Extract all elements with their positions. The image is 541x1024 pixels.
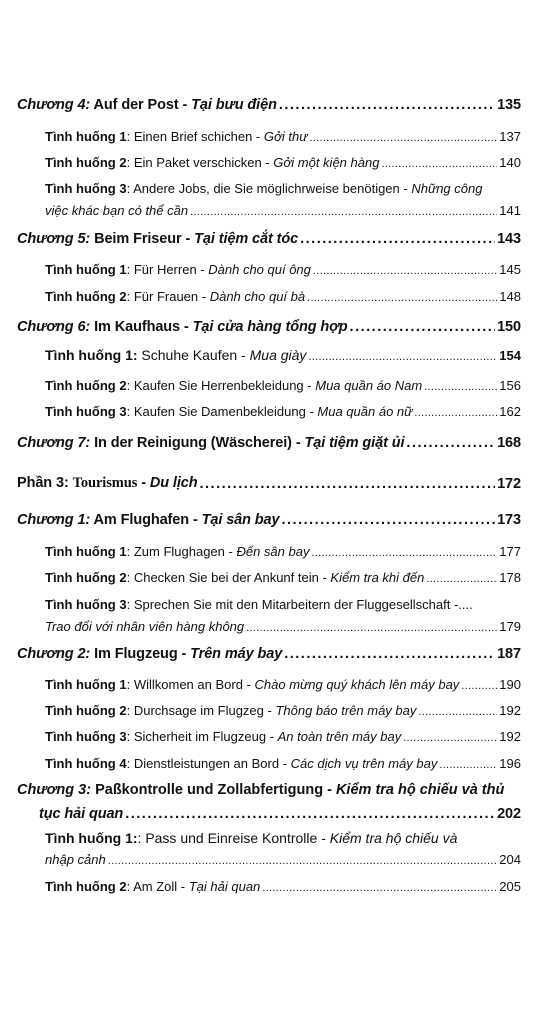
entry-title: [45, 570, 424, 585]
dot-leader: [311, 547, 497, 559]
page-number: 192: [499, 703, 521, 718]
vietnamese-title: Gởi một kiện hàng: [273, 155, 380, 170]
german-title: Beim Friseur: [94, 231, 182, 247]
page-number: 156: [499, 378, 521, 393]
chapter-entry[interactable]: [17, 512, 521, 528]
page-number: 190: [499, 677, 521, 692]
title-separator: -: [237, 347, 250, 363]
entry-title: [45, 677, 459, 692]
dot-leader: [418, 706, 497, 718]
entry-title: [17, 231, 298, 247]
dot-leader: [350, 319, 496, 335]
title-separator: -: [291, 435, 305, 451]
section-entry[interactable]: [45, 830, 457, 846]
page-number: 177: [499, 544, 521, 559]
page-number: 150: [497, 319, 521, 335]
section-label: Tình huống 2: [45, 570, 127, 585]
german-title: Auf der Post: [93, 97, 179, 113]
entry-title: [17, 475, 198, 492]
page-number: 162: [499, 404, 521, 419]
title-separator: -: [178, 97, 192, 113]
section-entry[interactable]: [45, 129, 521, 144]
title-separator: -: [242, 677, 255, 692]
section-label: Tình huống 1: [45, 544, 127, 559]
vietnamese-title: Tại tiệm cắt tóc: [194, 231, 299, 247]
entry-title: [45, 404, 412, 419]
german-title: Sicherheit im Flugzeug: [133, 729, 267, 744]
chapter-entry[interactable]: [17, 231, 521, 247]
chapter-entry[interactable]: [17, 319, 521, 335]
dot-leader: [406, 435, 495, 451]
chapter-label: Chương 5:: [17, 231, 91, 247]
german-title: Ein Paket verschicken: [133, 155, 262, 170]
vietnamese-title: Tại hải quan: [188, 879, 261, 894]
separator: :: [126, 155, 134, 170]
vietnamese-title: Tại sân bay: [201, 512, 280, 528]
chapter-entry[interactable]: [17, 97, 521, 113]
vietnamese-title: Mua quần áo nữ: [317, 404, 413, 419]
page-number: 173: [497, 512, 521, 528]
separator: :: [137, 830, 146, 846]
entry-title: [17, 512, 280, 528]
dot-leader: [125, 806, 495, 822]
page-number: 192: [499, 729, 521, 744]
title-separator: -: [323, 782, 336, 798]
title-separator: -: [177, 646, 191, 662]
vietnamese-title: Tại bưu điện: [191, 97, 277, 113]
dot-leader: [439, 759, 497, 771]
section-entry[interactable]: [45, 262, 521, 277]
chapter-label: Chương 4:: [17, 97, 91, 113]
dot-leader: [414, 407, 497, 419]
entry-title: [17, 97, 277, 113]
title-separator: -: [198, 289, 210, 304]
section-label: Tình huống 1:: [45, 830, 138, 846]
vietnamese-title: Kiểm tra khi đến: [330, 570, 425, 585]
dot-leader: [308, 351, 497, 363]
dot-leader: [309, 132, 497, 144]
vietnamese-title: Chào mừng quý khách lên máy bay: [254, 677, 460, 692]
entry-title: [45, 703, 416, 718]
german-title: Tourismus: [72, 475, 138, 491]
separator: :: [126, 262, 134, 277]
dot-leader: [190, 206, 497, 218]
entry-title: [45, 347, 306, 363]
page-number: 178: [499, 570, 521, 585]
separator: :: [126, 129, 134, 144]
page-number: 143: [497, 231, 521, 247]
title-separator: -....: [450, 597, 473, 612]
part-entry[interactable]: [17, 475, 521, 492]
title-separator: -: [177, 879, 189, 894]
page-number: 148: [499, 289, 521, 304]
section-label: Tình huống 3: [45, 729, 127, 744]
section-entry[interactable]: [45, 155, 521, 170]
title-separator: -: [181, 231, 195, 247]
dot-leader: [307, 292, 497, 304]
page-number: 141: [499, 203, 521, 218]
german-title: Schuhe Kaufen: [141, 347, 238, 363]
german-title: Dienstleistungen an Bord: [133, 756, 280, 771]
page-number: 204: [499, 852, 521, 867]
dot-leader: [424, 381, 497, 393]
section-entry[interactable]: [45, 289, 521, 304]
section-label: Tình huống 2: [45, 879, 127, 894]
section-label: Tình huống 3: [45, 181, 127, 196]
entry-title: [17, 435, 404, 451]
german-title: Paßkontrolle und Zollabfertigung: [95, 782, 324, 798]
title-separator: -: [317, 830, 330, 846]
vietnamese-title: Trên máy bay: [190, 646, 283, 662]
title-separator: -: [252, 129, 264, 144]
german-title: Am Zoll: [133, 879, 178, 894]
title-separator: -: [305, 404, 318, 419]
title-separator: -: [263, 703, 276, 718]
vietnamese-title: Gởi thư: [263, 129, 308, 144]
german-title: Pass und Einreise Kontrolle: [145, 830, 318, 846]
separator: :: [126, 404, 134, 419]
separator: :: [126, 570, 134, 585]
chapter-label: Chương 3:: [17, 782, 92, 798]
separator: :: [126, 289, 134, 304]
vietnamese-title-cont: Trao đổi với nhân viên hàng không: [45, 619, 245, 634]
dot-leader: [279, 97, 495, 113]
title-separator: -: [189, 512, 202, 528]
vietnamese-title-cont: tục hải quan: [39, 806, 124, 822]
title-separator: -: [137, 475, 150, 491]
vietnamese-title: Dành cho quí ông: [208, 262, 311, 277]
german-title: Am Flughafen: [93, 512, 190, 528]
title-separator: -: [279, 756, 291, 771]
vietnamese-title: Đến sân bay: [236, 544, 310, 559]
page-number: 202: [497, 806, 521, 822]
section-entry[interactable]: [45, 703, 521, 718]
section-entry[interactable]: [45, 597, 473, 612]
dot-leader: [313, 265, 497, 277]
separator: :: [126, 677, 134, 692]
page-number: 135: [497, 97, 521, 113]
section-entry[interactable]: [45, 181, 482, 196]
chapter-entry[interactable]: [17, 782, 504, 798]
separator: :: [126, 756, 134, 771]
title-separator: -: [224, 544, 237, 559]
dot-leader: [426, 573, 497, 585]
page-number: 140: [499, 155, 521, 170]
page-number: 196: [499, 756, 521, 771]
dot-leader: [108, 855, 498, 867]
vietnamese-title: Kiểm tra hộ chiếu và thủ: [335, 782, 505, 798]
entry-title: [45, 262, 311, 277]
separator: :: [126, 703, 134, 718]
entry-continuation[interactable]: [45, 203, 521, 218]
vietnamese-title: Các dịch vụ trên máy bay: [290, 756, 438, 771]
dot-leader: [246, 622, 497, 634]
dot-leader: [284, 646, 495, 662]
dot-leader: [262, 882, 497, 894]
vietnamese-title: An toàn trên máy bay: [277, 729, 402, 744]
separator: :: [126, 729, 134, 744]
page-number: 154: [499, 348, 521, 363]
entry-title: [17, 646, 282, 662]
vietnamese-title: Thông báo trên máy bay: [275, 703, 417, 718]
vietnamese-title: Tại cửa hàng tổng hợp: [192, 319, 348, 335]
vietnamese-title-cont: việc khác bạn có thể cần: [45, 203, 189, 218]
title-separator: -: [399, 181, 412, 196]
section-label: Tình huống 1: [45, 677, 127, 692]
vietnamese-title: Tại tiệm giặt ủi: [304, 435, 405, 451]
entry-continuation[interactable]: [45, 852, 521, 867]
section-entry[interactable]: [45, 677, 521, 692]
separator: :: [126, 544, 134, 559]
dot-leader: [461, 680, 497, 692]
entry-title: [45, 879, 260, 894]
vietnamese-title-cont: nhập cảnh: [45, 852, 106, 867]
section-label: Tình huống 1: [45, 129, 127, 144]
chapter-label: Chương 6:: [17, 319, 91, 335]
german-title: Kaufen Sie Damenbekleidung: [133, 404, 306, 419]
entry-continuation[interactable]: [45, 619, 521, 634]
dot-leader: [300, 231, 495, 247]
title-separator: -: [261, 155, 274, 170]
title-separator: -: [196, 262, 209, 277]
page-number: 205: [499, 879, 521, 894]
vietnamese-title: Du lịch: [149, 475, 198, 491]
chapter-entry[interactable]: [17, 646, 521, 662]
dot-leader: [200, 476, 496, 492]
dot-leader: [403, 732, 497, 744]
page-number: 172: [497, 476, 521, 492]
entry-title: [45, 544, 309, 559]
german-title: Im Kaufhaus: [94, 319, 181, 335]
separator: :: [126, 879, 134, 894]
entry-title: [45, 756, 437, 771]
german-title: Für Frauen: [133, 289, 199, 304]
entry-title: [45, 155, 379, 170]
german-title: Sprechen Sie mit den Mitarbeitern der Fluggesellschaft: [133, 597, 451, 612]
vietnamese-title: Những công: [411, 181, 483, 196]
vietnamese-title: Mua giày: [249, 347, 307, 363]
page-number: 145: [499, 262, 521, 277]
section-label: Tình huống 4: [45, 756, 127, 771]
section-label: Tình huống 3: [45, 597, 127, 612]
entry-title: [45, 378, 422, 393]
section-label: Tình huống 2: [45, 155, 127, 170]
dot-leader: [381, 158, 497, 170]
dot-leader: [282, 512, 496, 528]
german-title: Checken Sie bei der Ankunf tein: [133, 570, 319, 585]
chapter-label: Chương 2:: [17, 646, 91, 662]
section-entry[interactable]: [45, 729, 521, 744]
entry-title: [45, 129, 307, 144]
page-number: 137: [499, 129, 521, 144]
german-title: Kaufen Sie Herrenbekleidung: [133, 378, 304, 393]
section-label: Tình huống 1: [45, 262, 127, 277]
vietnamese-title: Mua quần áo Nam: [315, 378, 423, 393]
title-separator: -: [266, 729, 278, 744]
section-entry[interactable]: [45, 404, 521, 419]
page-number: 187: [497, 646, 521, 662]
entry-continuation[interactable]: [39, 806, 521, 822]
section-entry[interactable]: [45, 347, 521, 363]
german-title: Andere Jobs, die Sie möglichrweise benötigen: [133, 181, 400, 196]
separator: :: [126, 378, 134, 393]
section-label: Tình huống 2: [45, 703, 127, 718]
section-entry[interactable]: [45, 756, 521, 771]
title-separator: -: [318, 570, 331, 585]
section-entry[interactable]: [45, 879, 521, 894]
section-entry[interactable]: [45, 378, 521, 393]
entry-title: [17, 319, 348, 335]
chapter-label: Chương 7:: [17, 435, 91, 451]
part-label: Phần 3:: [17, 475, 69, 491]
german-title: In der Reinigung (Wäscherei): [94, 435, 292, 451]
section-label: Tình huống 3: [45, 404, 127, 419]
separator: :: [126, 597, 134, 612]
entry-title: [45, 289, 305, 304]
chapter-entry[interactable]: [17, 435, 521, 451]
page-number: 179: [499, 619, 521, 634]
entry-title: [45, 729, 401, 744]
vietnamese-title: Kiểm tra hộ chiếu và: [329, 830, 458, 846]
german-title: Durchsage im Flugzeg: [133, 703, 264, 718]
section-label: Tình huống 2: [45, 378, 127, 393]
title-separator: -: [180, 319, 193, 335]
chapter-label: Chương 1:: [17, 512, 91, 528]
section-entry[interactable]: [45, 570, 521, 585]
section-label: Tình huống 1:: [45, 347, 138, 363]
german-title: Für Herren: [133, 262, 197, 277]
page-number: 168: [497, 435, 521, 451]
german-title: Zum Flughagen: [133, 544, 225, 559]
separator: :: [126, 181, 134, 196]
german-title: Im Flugzeug: [94, 646, 178, 662]
section-label: Tình huống 2: [45, 289, 127, 304]
german-title: Einen Brief schichen: [133, 129, 253, 144]
section-entry[interactable]: [45, 544, 521, 559]
vietnamese-title: Dành cho quí bà: [209, 289, 306, 304]
german-title: Willkomen an Bord: [133, 677, 243, 692]
title-separator: -: [303, 378, 316, 393]
